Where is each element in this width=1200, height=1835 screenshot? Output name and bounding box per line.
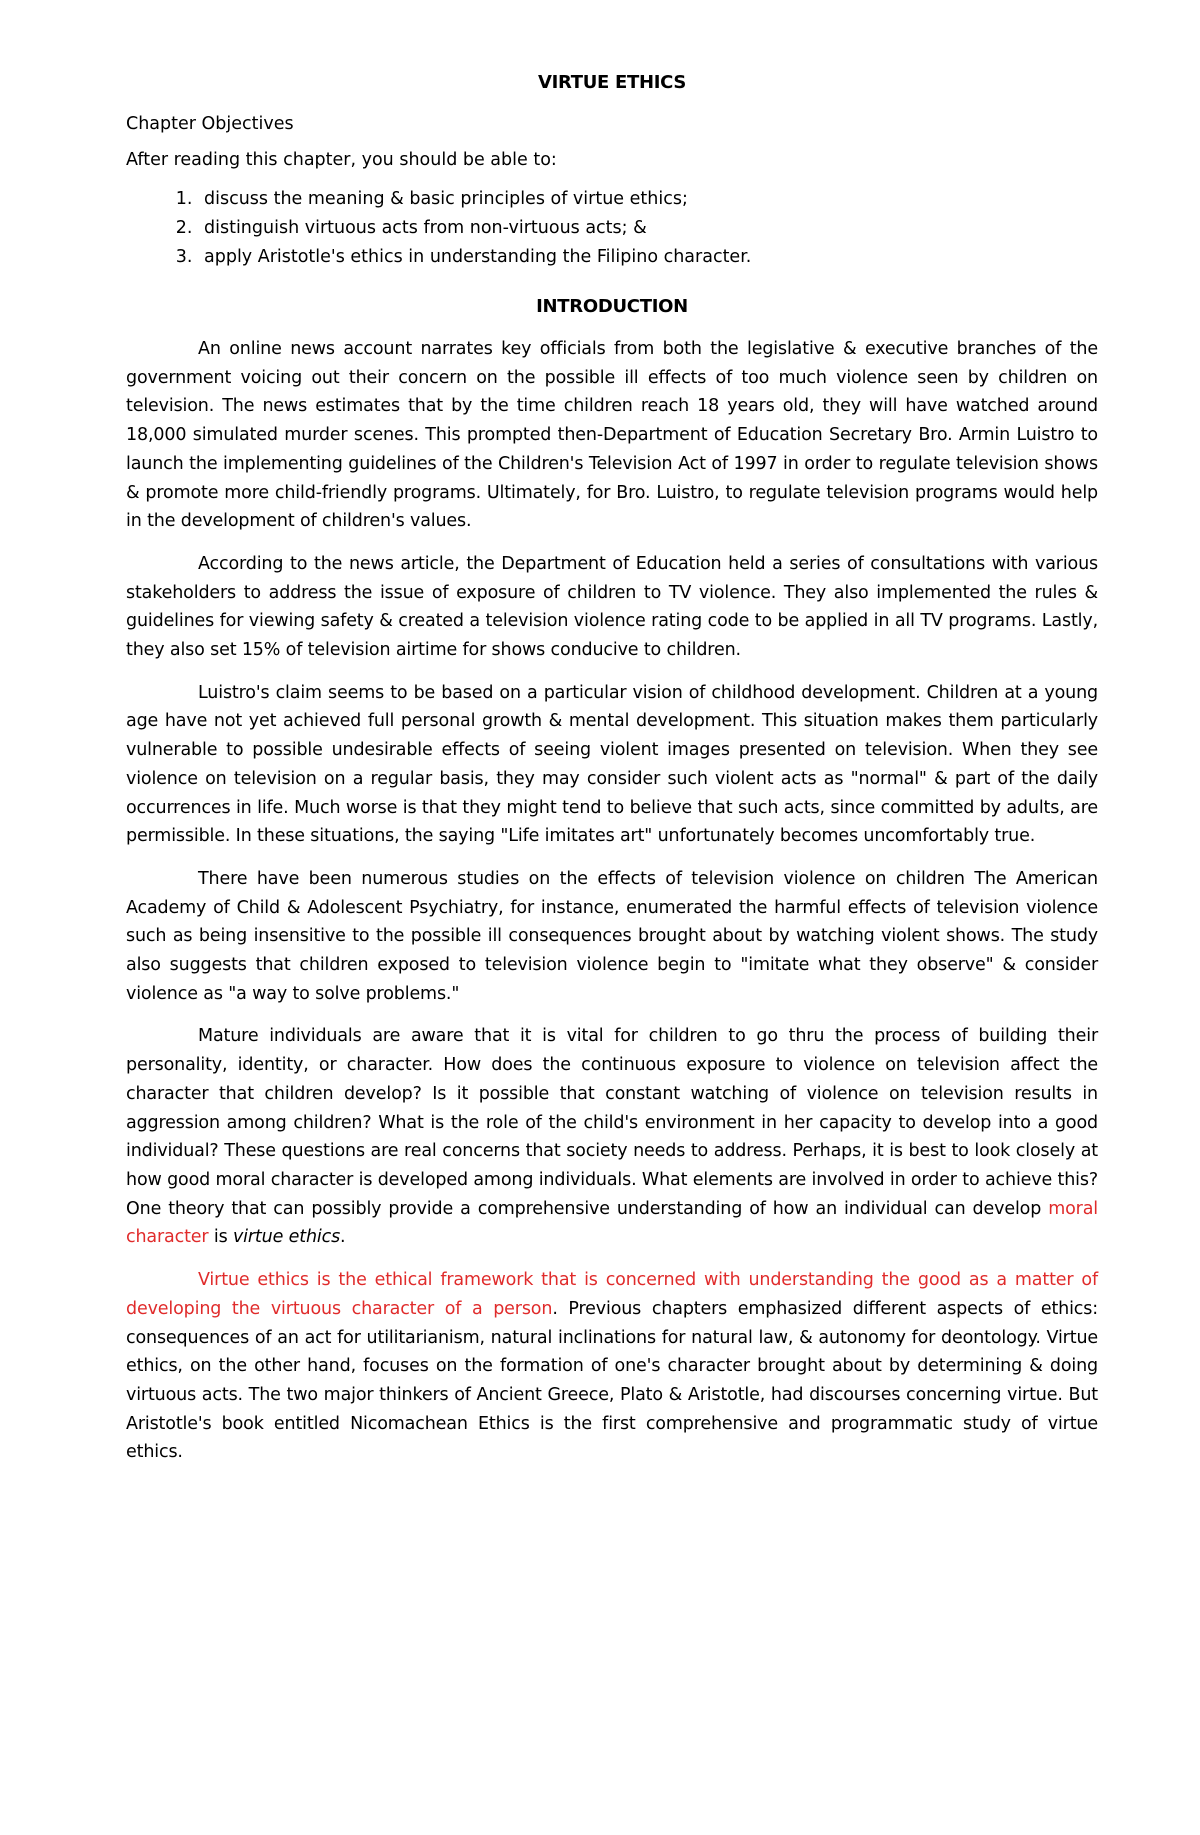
objective-item: 1. discuss the meaning & basic principles of virtue ethics; xyxy=(198,185,1098,214)
paragraph-text: is xyxy=(208,1227,233,1248)
highlighted-definition: Virtue ethics is the ethical framework that is concerned with understanding the good as a matter of developing the virtuous character of a person xyxy=(126,1270,1098,1319)
emphasized-term: virtue ethics xyxy=(232,1227,341,1248)
paragraph: According to the news article, the Department of Education held a series of consultations with various stakeholders to address the issue of exposure of children to TV violence. They also implemented the rules & guidelines for viewing safety & created a television violence rating code to be applied in all TV programs. Lastly, they also set 15% of television airtime for shows conducive to children. xyxy=(126,553,1098,661)
section-heading-introduction: INTRODUCTION xyxy=(536,296,688,317)
paragraph: An online news account narrates key officials from both the legislative & executive branches of the government voicing out their concern on the possible ill effects of too much violence seen by children on television. The news estimates that by the time children reach 18 years old, they will have watched around 18,000 simulated murder scenes. This prompted then-Department of Education Secretary Bro. Armin Luistro to launch the implementing guidelines of the Children's Television Act of 1997 in order to regulate television shows & promote more child-friendly programs. Ultimately, for Bro. Luistro, to regulate television programs would help in the development of children's values. xyxy=(126,339,1098,532)
objectives-lead: After reading this chapter, you should be able to: xyxy=(126,150,557,170)
objectives-heading: Chapter Objectives xyxy=(126,114,294,134)
highlighted-term: moral character xyxy=(126,1198,1098,1248)
paragraph xyxy=(126,1266,1098,1467)
paragraph: There have been numerous studies on the effects of television violence on children The American Academy of Child & Adolescent Psychiatry, for instance, enumerated the harmful effects of television violence such as being insensitive to the possible ill consequences brought about by watching violent shows. The study also suggests that children exposed to television violence begin to "imitate what they observe" & consider violence as "a way to solve problems." xyxy=(126,868,1098,1004)
objectives-list xyxy=(126,185,1098,272)
paragraph: Luistro's claim seems to be based on a particular vision of childhood development. Children at a young age have not yet achieved full personal growth & mental development. This situation makes them particularly vulnerable to possible undesirable effects of seeing violent images presented on television. When they see violence on television on a regular basis, they may consider such violent acts as "normal" & part of the daily occurrences in life. Much worse is that they might tend to believe that such acts, since committed by adults, are permissible. In these situations, the saying "Life imitates art" unfortunately becomes uncomfortably true. xyxy=(126,682,1098,847)
document-body xyxy=(126,72,1098,1481)
objective-item: 3. apply Aristotle's ethics in understanding the Filipino character. xyxy=(198,243,1098,272)
paragraph-text: . Previous chapters emphasized different aspects of ethics: consequences of an act for utilitarianism, natural inclinations for natural law, & autonomy for deontology. Virtue ethics, on the other hand, focuses on the formation of one's character brought about by determining & doing virtuous acts. The two major thinkers of Ancient Greece, Plato & Aristotle, had discourses concerning virtue. But Aristotle's book entitled Nicomachean Ethics is the first comprehensive and programmatic study of virtue ethics. xyxy=(126,1298,1098,1463)
paragraph xyxy=(126,1022,1098,1252)
paragraph-text: . xyxy=(340,1227,346,1248)
document-title: VIRTUE ETHICS xyxy=(537,72,687,93)
paragraph-text: Mature individuals are aware that it is vital for children to go thru the process of building their personality, identity, or character. How does the continuous exposure to violence on television affect the character that children develop? Is it possible that constant watching of violence on television results in aggression among children? What is the role of the child's environment in her capacity to develop into a good individual? These questions are real concerns that society needs to address. Perhaps, it is best to look closely at how good moral character is developed among individuals. What elements are involved in order to achieve this? One theory that can possibly provide a comprehensive understanding of how an individual can develop xyxy=(126,1026,1098,1219)
objective-item: 2. distinguish virtuous acts from non-virtuous acts; & xyxy=(198,214,1098,243)
